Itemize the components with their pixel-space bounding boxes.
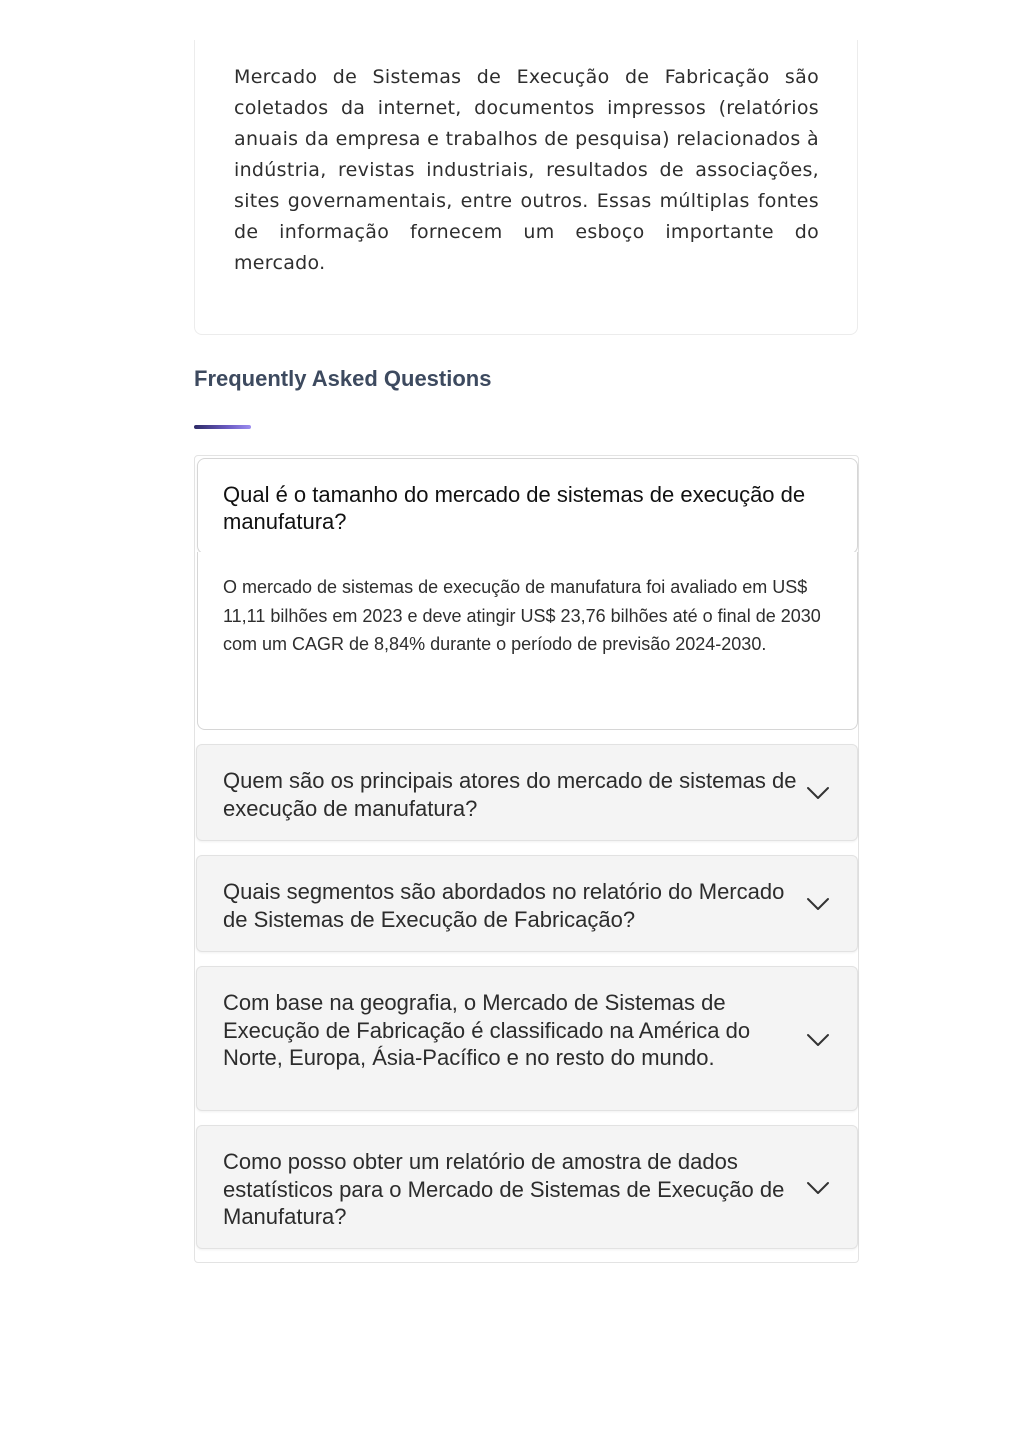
- faq-item-2-header[interactable]: [196, 744, 858, 841]
- faq-item-1-question: Qual é o tamanho do mercado de sistemas de execução de manufatura?: [223, 482, 806, 534]
- research-methodology-card: [194, 40, 858, 335]
- methodology-paragraph: Mercado de Sistemas de Execução de Fabricação são coletados da internet, documentos impressos (relatórios anuais da empresa e trabalhos de pesquisa) relacionados à indústria, revistas industriais, resultados de associações, sites governamentais, entre outros. Essas múltiplas fontes de informação fornecem um esboço importante do mercado.: [234, 66, 819, 274]
- faq-item-4-header[interactable]: [196, 966, 858, 1111]
- chevron-down-icon: [805, 1032, 831, 1048]
- faq-item-1-header[interactable]: [197, 458, 858, 554]
- faq-section-title: Frequently Asked Questions: [194, 366, 492, 391]
- chevron-down-icon: [805, 1180, 831, 1196]
- chevron-down-icon: [805, 785, 831, 801]
- faq-item-3-header[interactable]: [196, 855, 858, 952]
- chevron-down-icon: [805, 896, 831, 912]
- faq-item-5-question: Como posso obter um relatório de amostra de dados estatísticos para o Mercado de Sistemas de Execução de Manufatura?: [223, 1149, 785, 1229]
- faq-item-5-header[interactable]: [196, 1125, 858, 1249]
- faq-item-3-question: Quais segmentos são abordados no relatório do Mercado de Sistemas de Execução de Fabricação?: [223, 879, 785, 932]
- faq-item-4-question: Com base na geografia, o Mercado de Sistemas de Execução de Fabricação é classificado na América do Norte, Europa, Ásia-Pacífico e no resto do mundo.: [223, 990, 751, 1070]
- faq-item-1-answer-panel: [197, 552, 858, 730]
- faq-title-underline: [194, 425, 251, 429]
- faq-item-2-question: Quem são os principais atores do mercado de sistemas de execução de manufatura?: [223, 768, 797, 821]
- faq-accordion: [194, 455, 859, 1263]
- faq-item-1-answer: O mercado de sistemas de execução de manufatura foi avaliado em US$ 11,11 bilhões em 2023 e deve atingir US$ 23,76 bilhões até o final de 2030 com um CAGR de 8,84% durante o período de previsão 2024-2030.: [223, 577, 821, 654]
